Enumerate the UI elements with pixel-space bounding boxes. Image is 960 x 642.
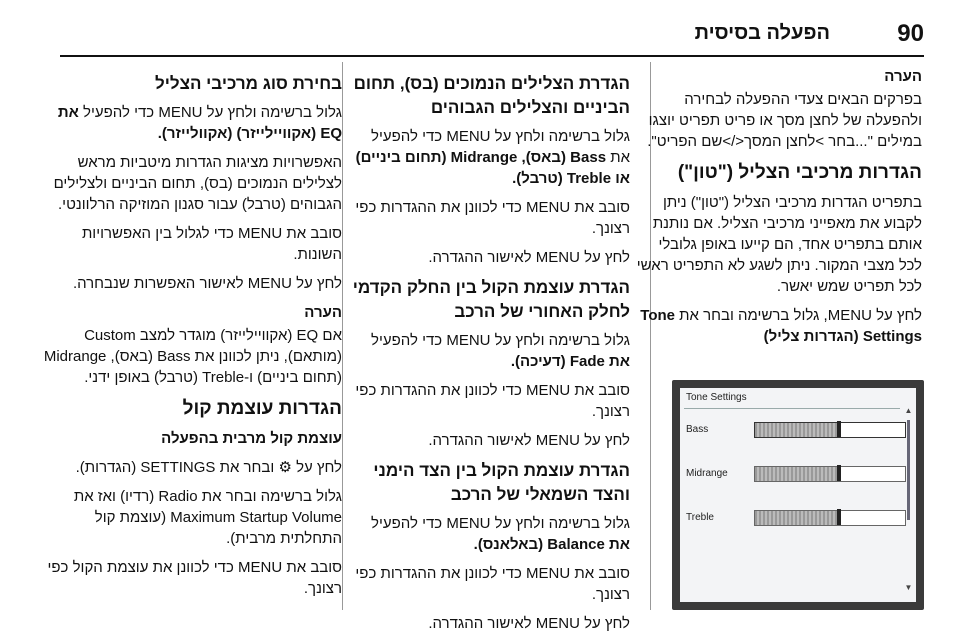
- section-heading: הגדרת עוצמת הקול בין הצד הימני והצד השמאלי של הרכב: [373, 461, 630, 504]
- tone-settings-screenshot: [672, 380, 924, 610]
- scroll-track[interactable]: [907, 420, 910, 520]
- menu-item-name: Tone Settings (הגדרות צליל): [640, 307, 922, 345]
- tone-row-label: Treble: [686, 512, 714, 523]
- section-heading: בחירת סוג מרכיבי הצליל: [155, 74, 342, 93]
- subsection-heading: עוצמת קול מרבית בהפעלה: [161, 430, 342, 447]
- tone-row-label: Midrange: [686, 468, 728, 479]
- note-title: הערה: [304, 304, 342, 321]
- tone-slider[interactable]: [754, 422, 906, 438]
- body-text: סובב את MENU כדי לגלול בין האפשרויות השונות.: [81, 225, 342, 263]
- body-text: [42, 102, 342, 144]
- body-text: לחץ על ⚙ ובחר את SETTINGS (הגדרות).: [75, 459, 342, 476]
- tone-slider-fill: [755, 423, 839, 437]
- body-text: סובב את MENU כדי לכוונן את ההגדרות כפי רצונך.: [355, 199, 630, 237]
- menu-item-name: את Fade (דעיכה).: [510, 353, 630, 370]
- page-header: [0, 0, 960, 58]
- body-text-plain: גלול ברשימה ולחץ על MENU כדי להפעיל: [371, 515, 630, 532]
- body-text: [636, 305, 922, 347]
- body-text-plain: גלול ברשימה ולחץ על MENU כדי להפעיל: [371, 332, 630, 349]
- menu-item-name: את EQ (אקוויילייזר) (אקוולייזר).: [57, 104, 342, 142]
- body-text: לחץ על MENU לאישור ההגדרה.: [428, 432, 630, 449]
- body-text-plain: גלול ברשימה ולחץ על MENU כדי להפעיל את: [371, 128, 630, 166]
- right-column: [636, 66, 922, 355]
- body-text: [350, 513, 630, 555]
- body-text: סובב את MENU כדי לכוונן את ההגדרות כפי רצונך.: [355, 382, 630, 420]
- body-text: לחץ על MENU לאישור האפשרות שנבחרה.: [72, 275, 342, 292]
- left-column: [42, 66, 342, 607]
- body-text: [350, 126, 630, 189]
- tone-row-label: Bass: [686, 424, 709, 435]
- screen-panel: [680, 388, 916, 602]
- body-text: האפשרויות מציגות הגדרות מיטביות מראש לצלילים הנמוכים (בס), תחום הביניים ולצלילים הגבוהים (טרבל) עבור סגנון המוזיקה הרלוונטי.: [53, 154, 342, 213]
- tone-slider[interactable]: [754, 510, 906, 526]
- body-text-plain: גלול ברשימה ולחץ על MENU כדי להפעיל: [83, 104, 342, 121]
- header-divider: [60, 55, 924, 57]
- body-text: לחץ על MENU לאישור ההגדרה.: [428, 615, 630, 632]
- tone-slider-fill: [755, 511, 839, 525]
- page-number: 90: [897, 20, 924, 47]
- column-divider: [342, 62, 343, 610]
- tone-slider-knob[interactable]: [837, 465, 841, 481]
- body-text: סובב את MENU כדי לכוונן את עוצמת הקול כפי רצונך.: [47, 559, 342, 597]
- scroll-down-icon[interactable]: ▼: [904, 583, 913, 592]
- note-title: הערה: [884, 68, 922, 85]
- scroll-up-icon[interactable]: ▲: [904, 406, 913, 415]
- body-text: סובב את MENU כדי לכוונן את ההגדרות כפי רצונך.: [355, 565, 630, 603]
- section-heading: הגדרת עוצמת הקול בין החלק הקדמי לחלק האחורי של הרכב: [352, 278, 630, 321]
- body-text: [350, 330, 630, 372]
- tone-slider-fill: [755, 467, 839, 481]
- tone-slider-knob[interactable]: [837, 509, 841, 525]
- middle-column: [350, 66, 630, 642]
- note-text: בפרקים הבאים צעדי ההפעלה לבחירה ולהפעלה של לחצן מסך או פריט תפריט יוצגו במילים "...בחר >לחצן המסך</>שם הפריט".: [647, 91, 922, 150]
- menu-item-name: את Balance (באלאנס).: [473, 536, 630, 553]
- body-text-plain: לחץ על MENU, גלול ברשימה ובחר את: [679, 307, 922, 324]
- tone-slider-knob[interactable]: [837, 421, 841, 437]
- menu-item-name: Bass (באס), Midrange (תחום ביניים) או Treble (טרבל).: [355, 149, 630, 187]
- body-text: בתפריט הגדרות מרכיבי הצליל ("טון") ניתן לקבוע את מאפייני מרכיבי הצליל. אם נותנת אותם בתפריט אחד, הם קייעו באופן גלובלי לכל מצבי המקור. ניתן לשגע לא התפריט ראשי לכל תפריט שמש יאשר.: [636, 194, 922, 295]
- body-text: לחץ על MENU לאישור ההגדרה.: [428, 249, 630, 266]
- screen-title-rule: [684, 408, 900, 409]
- body-text: גלול ברשימה ובחר את Radio (רדיו) ואז את Maximum Startup Volume (עוצמת קול התחלתית מרבית).: [73, 488, 342, 547]
- section-heading: הגדרות עוצמת קול: [182, 398, 342, 419]
- note-text: אם EQ (אקוויילייזר) מוגדר למצב Custom (מותאם), ניתן לכוונן את Bass (באס), Midrange (תחום ביניים) ו-Treble (טרבל) באופן ידני.: [43, 327, 342, 386]
- screen-title: Tone Settings: [686, 392, 747, 403]
- section-heading: הגדרות מרכיבי הצליל ("טון"): [677, 162, 922, 183]
- section-heading: הגדרת הצלילים הנמוכים (בס), תחום הביניים והצלילים הגבוהים: [353, 74, 630, 117]
- page-title: הפעלה בסיסית: [694, 22, 830, 44]
- tone-slider[interactable]: [754, 466, 906, 482]
